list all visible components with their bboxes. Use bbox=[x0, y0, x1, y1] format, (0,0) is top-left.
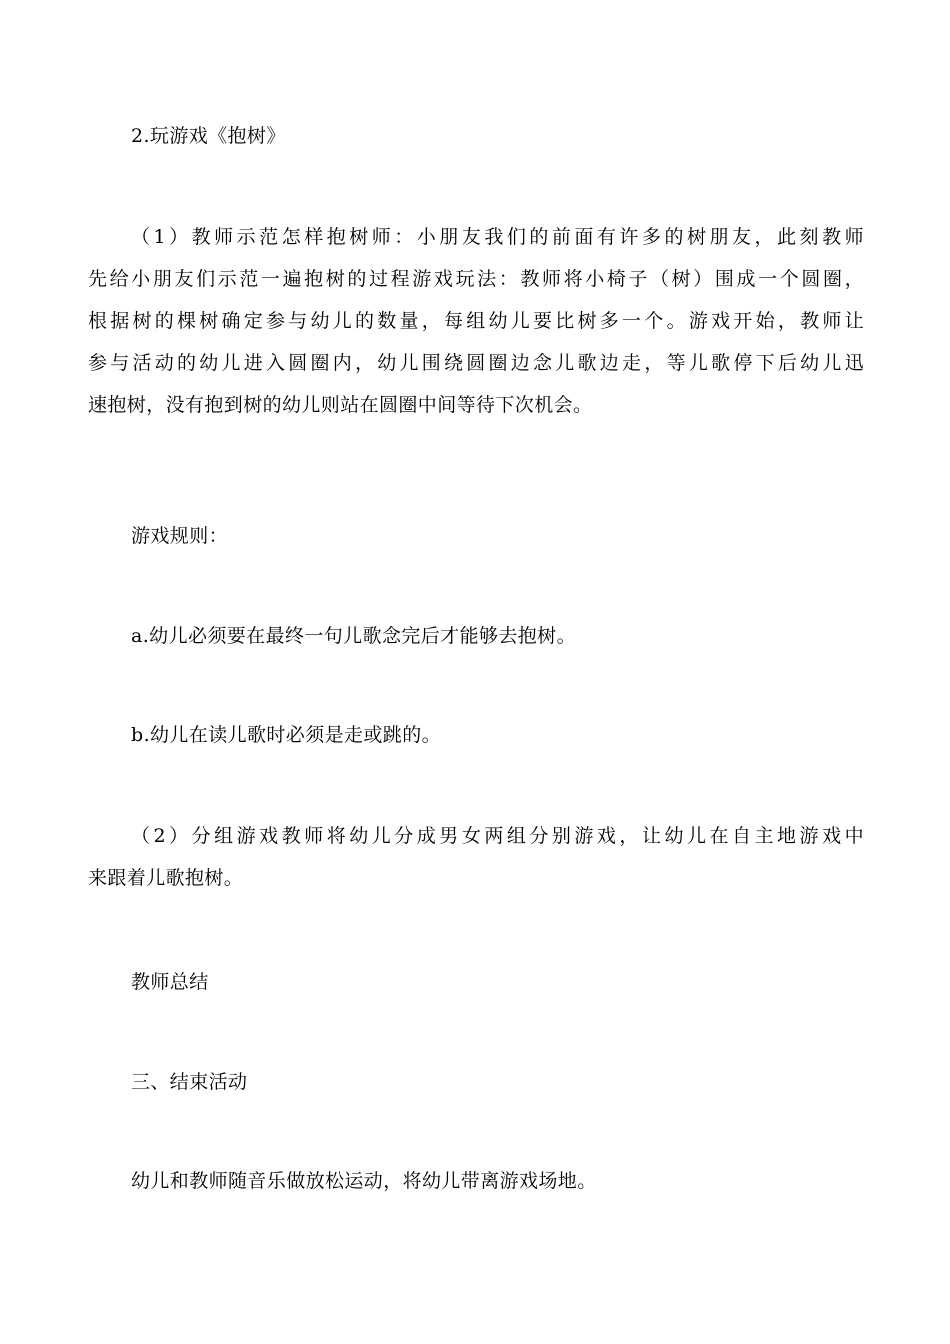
rules-title bbox=[88, 515, 864, 557]
step1-line-2: 先给小朋友们示范一遍抱树的过程游戏玩法：教师将小椅子（树）围成一个圆圈， bbox=[88, 268, 864, 290]
rule-a bbox=[88, 615, 864, 657]
step2-paragraph bbox=[88, 815, 864, 899]
closing-paragraph bbox=[88, 1160, 864, 1202]
section-end-text: 三、结束活动 bbox=[131, 1071, 248, 1093]
game-heading-text: 2.玩游戏《抱树》 bbox=[131, 125, 286, 147]
step2-line-2: 来跟着儿歌抱树。 bbox=[88, 867, 244, 889]
game-heading bbox=[88, 115, 864, 157]
step1-paragraph bbox=[88, 216, 864, 426]
step1-line-1: （1）教师示范怎样抱树师：小朋友我们的前面有许多的树朋友，此刻教师 bbox=[131, 226, 864, 248]
teacher-summary bbox=[88, 961, 864, 1003]
step2-line-1: （2）分组游戏教师将幼儿分成男女两组分别游戏，让幼儿在自主地游戏中 bbox=[131, 825, 864, 847]
step1-line-3: 根据树的棵树确定参与幼儿的数量，每组幼儿要比树多一个。游戏开始，教师让 bbox=[88, 310, 864, 332]
rule-b bbox=[88, 714, 864, 756]
rule-b-text: b.幼儿在读儿歌时必须是走或跳的。 bbox=[131, 724, 442, 746]
step1-line-4: 参与活动的幼儿进入圆圈内，幼儿围绕圆圈边念儿歌边走，等儿歌停下后幼儿迅 bbox=[88, 352, 864, 374]
step1-line-5: 速抱树，没有抱到树的幼儿则站在圆圈中间等待下次机会。 bbox=[88, 394, 593, 416]
rule-a-text: a.幼儿必须要在最终一句儿歌念完后才能够去抱树。 bbox=[131, 625, 576, 647]
closing-text: 幼儿和教师随音乐做放松运动，将幼儿带离游戏场地。 bbox=[131, 1170, 597, 1192]
rules-title-text: 游戏规则： bbox=[131, 525, 229, 547]
teacher-summary-text: 教师总结 bbox=[131, 971, 209, 993]
section-end-heading bbox=[88, 1061, 864, 1103]
